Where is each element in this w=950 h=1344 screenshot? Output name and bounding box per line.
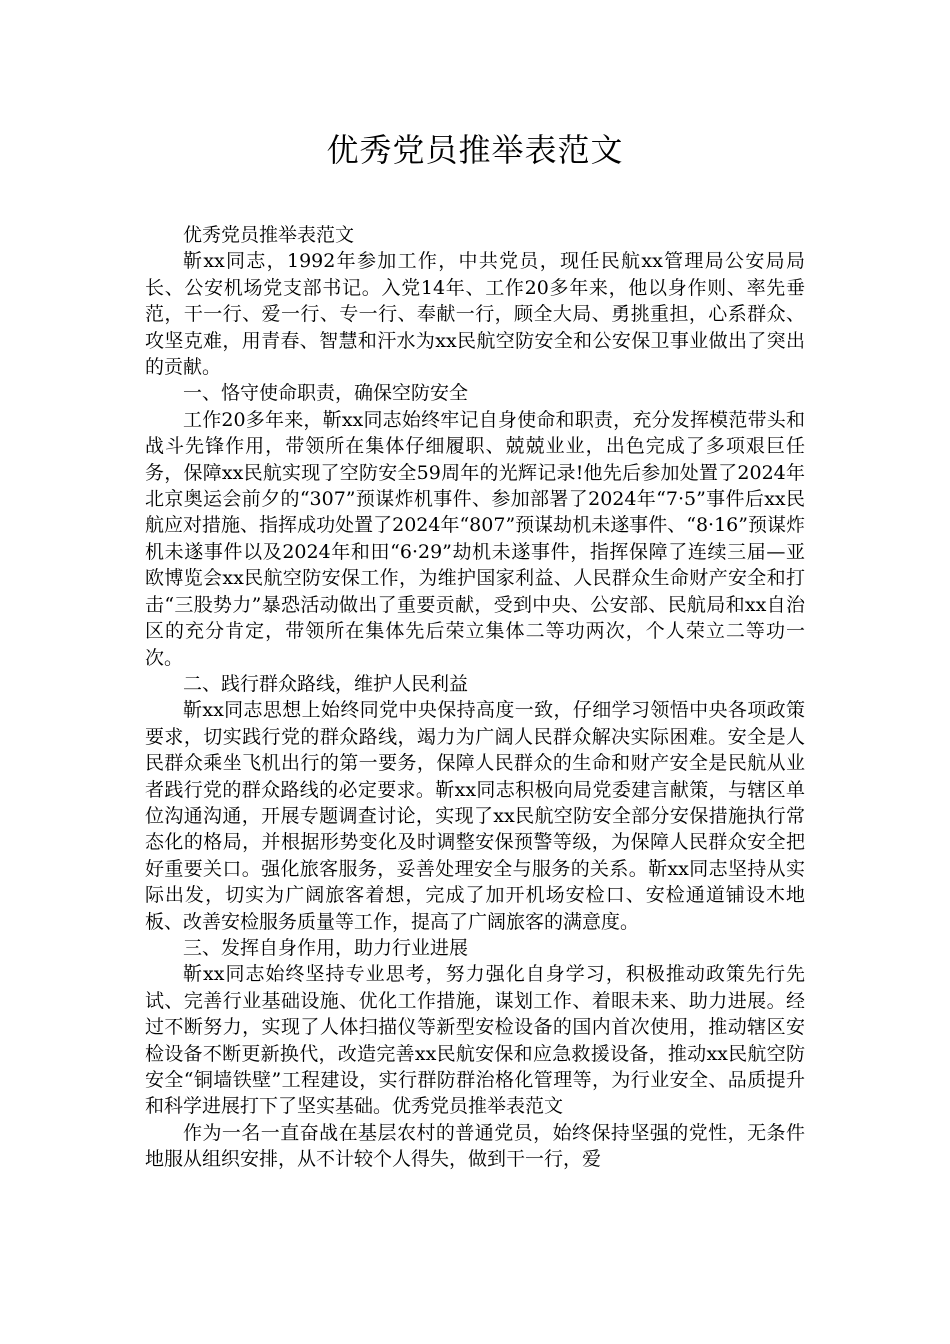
paragraph-continued: 作为一名一直奋战在基层农村的普通党员，始终保持坚强的党性，无条件地服从组织安排，从不计较个人得失，做到干一行，爱 xyxy=(145,1121,805,1171)
section-heading-1: 一、恪守使命职责，确保空防安全 xyxy=(183,382,469,405)
paragraph-subtitle: 优秀党员推举表范文 xyxy=(183,224,355,246)
section-heading-2: 二、践行群众路线，维护人民利益 xyxy=(183,672,469,695)
paragraph-section-2: 靳xx同志思想上始终同党中央保持高度一致，仔细学习领悟中央各项政策要求，切实践行党的群众路线，竭力为广阔人民群众解决实际困难。安全是人民群众乘坐飞机出行的第一要务，保障人民群众的生命和财产安全是民航从业者践行党的群众路线的必定要求。靳xx同志积极向局党委建言献策，与辖区单位沟通沟通，开展专题调查讨论，实现了xx民航空防安全部分安保措施执行常态化的格局，并根据形势变化及时调整安保预警等级，为保障人民群众安全把好重要关口。强化旅客服务，妥善处理安全与服务的关系。靳xx同志坚持从实际出发，切实为广阔旅客着想，完成了加开机场安检口、安检通道铺设木地板、改善安检服务质量等工作，提高了广阔旅客的满意度。 xyxy=(145,699,805,933)
section-heading-3: 三、发挥自身作用，助力行业进展 xyxy=(183,936,469,959)
paragraph-section-3: 靳xx同志始终坚持专业思考，努力强化自身学习，积极推动政策先行先试、完善行业基础设施、优化工作措施，谋划工作、着眼未来、助力进展。经过不断努力，实现了人体扫描仪等新型安检设备的国内首次使用，推动辖区安检设备不断更新换代，改造完善xx民航安保和应急救援设备，推动xx民航空防安全“铜墙铁壁”工程建设，实行群防群治格化管理等，为行业安全、品质提升和科学进展打下了坚实基础。优秀党员推举表范文 xyxy=(145,963,805,1118)
page-title: 优秀党员推举表范文 xyxy=(326,131,624,169)
paragraph-section-1: 工作20多年来，靳xx同志始终牢记自身使命和职责，充分发挥模范带头和战斗先锋作用，带领所在集体仔细履职、兢兢业业，出色完成了多项艰巨任务，保障xx民航实现了空防安全59周年的光辉记录!他先后参加处置了2024年北京奥运会前夕的“307”预谋炸机事件、参加部署了2024年“7·5”事件后xx民航应对措施、指挥成功处置了2024年“807”预谋劫机未遂事件、“8·16”预谋炸机未遂事件以及2024年和田“6·29”劫机未遂事件，指挥保障了连续三届—亚欧博览会xx民航空防安保工作，为维护国家利益、人民群众生命财产安全和打击“三股势力”暴恐活动做出了重要贡献，受到中央、公安部、民航局和xx自治区的充分肯定，带领所在集体先后荣立集体二等功两次，个人荣立二等功一次。 xyxy=(145,408,805,669)
document-body xyxy=(145,222,805,1173)
paragraph-intro: 靳xx同志，1992年参加工作，中共党员，现任民航xx管理局公安局局长、公安机场党支部书记。入党14年、工作20多年来，他以身作则、率先垂范，干一行、爱一行、专一行、奉献一行，顾全大局、勇挑重担，心系群众、攻坚克难，用青春、智慧和汗水为xx民航空防安全和公安保卫事业做出了突出的贡献。 xyxy=(145,250,805,379)
